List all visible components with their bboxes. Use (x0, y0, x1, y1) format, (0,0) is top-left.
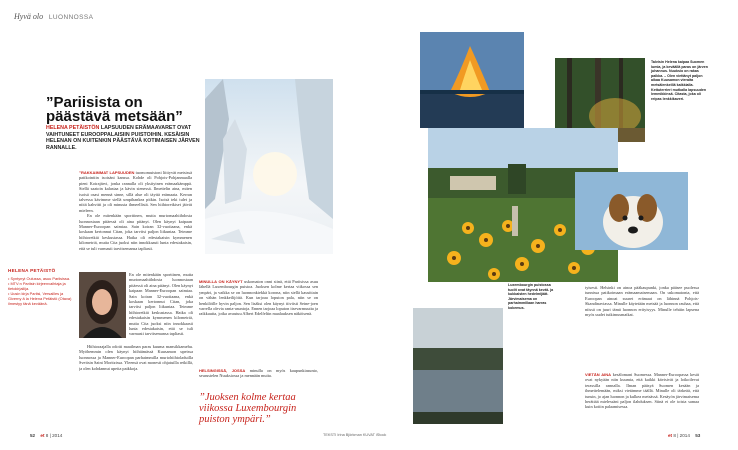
profile-facts (8, 276, 76, 306)
lead-text: LAPSUUDEN ERÄMAAVARET OVAT VAIHTUNEET EUROOPPALAISIIN PUISTOIHIN. KESÄISIN HELENAN ON KUITENKIN PÄÄSTÄVÄ KOTIMAISEN JÄRVEN RANNALLE. (46, 125, 200, 151)
credit: TEKSTI Irina Björkman KUVAT iStock (323, 433, 387, 437)
left-folio (30, 433, 62, 438)
col1-kicker: ”RAKKAIMMAT LAPSUUDEN (79, 170, 135, 175)
terrier-art (575, 172, 688, 250)
folio-issue: 8 | 2014 (673, 433, 690, 438)
right-column-bottom (585, 372, 699, 424)
profile-name: HELENA PETÄISTÖ (8, 268, 56, 273)
bonfire-art (420, 32, 524, 128)
col1-text2: En ole mitenkään sporttinen, mutta murtomaahiihdosta luonnostaan pitäessä oli aina pitänyt. Olen käynyt kaipaan Manner-Euroopan saimiaa. Sain koiran 32-vuotiaana, enkä koskaan kertonnut Citan, joka tarvitsi paljon liikuntaa. Teimme hiihtoretkiä keskustassa. Hatka oli edestakaisin kymmenen kilometriä, mutta Cita juoksi niin innokkaasti lunta edestakaisin, että se tuli varmasti tarvitsemansa tapliasti. (79, 213, 192, 251)
luxembourg-caption: Luxembourgin puistossa tuolit ovat täynnä kevät- ja kukkaisten hedelmijäät. Järvimaisema on parhaimmillaan harras kokemus. (508, 283, 554, 310)
col1-text: tuomomuistoni liittyvät metsissä patikointiin isoisäni kanssa. Kohde oli Pohjois-Pohjanmaalla pieni Koirajärvi, jonka rannalla oli yksityinen erämaakämppä. Siellä saatoin kalastaa ja kävin sienessä. Ilmettelin aina, miten isoisä osasi mennä sinne, sillä alue oli täyttä erämaata. Kerran talvessa kävimme siellä umpihankea pitkin. Isoisä teki tulet ja niitä kahvitti ja oli minusta ihmeellistä. Sen hiihtoretkiset jäivät mieleen. (79, 170, 192, 213)
right-folio (668, 433, 700, 438)
col2-text2: minulla on myös kaupunkiasunto, seurustelen Nuuksiossa ja mennään muita. (199, 368, 318, 379)
folio-issue: 8 | 2014 (45, 433, 63, 438)
col2-kicker1: MINULLA ON KÄYNYT (199, 279, 243, 284)
folio-mag: et (668, 433, 673, 438)
right-column-top (585, 285, 699, 365)
section-main: Hyvä olo (14, 12, 44, 21)
profile-fact: • Syntynyt Oulussa, asuu Pariisissa. (8, 276, 71, 281)
profile-fact: • MTV:n Pariisin kirjeenvaihtaja ja tietokirjailija. (8, 281, 66, 291)
lake-art (413, 308, 503, 424)
col1-text2-cont: En ole mitenkään sporttinen, mutta murtomaahiihdosta luonnostaan pitäessä oli aina pitänyt. Olen käynyt kaipaan Manner-Euroopan saimiaa. Sain koiran 32-vuotiaana, enkä koskaan kertonnut Citan, joka tarvitsi paljon liikuntaa. Teimme hiihtoretkiä keskustassa. Hatka oli edestakaisin kymmenen kilometriä, mutta Cita juoksi niin innokkaasti lunta edestakaisin, että se tuli varmasti tarvitsemansa tapliasti. (129, 272, 193, 337)
midsummer-bonfire-photo (420, 32, 524, 128)
column-1-wrap (129, 272, 193, 342)
pull-quote: ”Juoksen kolme kertaa viikossa Luxembourgin puiston ympäri.” (199, 392, 297, 425)
folio-number: 53 (695, 433, 701, 438)
column-1-bottom (79, 344, 193, 429)
lead-name: HELENA PETÄISTÖN (46, 125, 100, 131)
dog-caption: Talvisin Helena kaipaa Suomen lumia, ja keväällä paras on järven juhannus. Nuuksio on rakas paikka. – Olen viettänyt paljon aikaa Kuusamon vieraita metsälenkeillä kaikkialla. Kettuterrieri mutkalla lapsuuden lemmikkinsä. Citasta, joka oli reipas lenkkikaveri. (651, 60, 708, 101)
folio-mag: et (40, 433, 45, 438)
article-title: ”Pariisista on päästävä metsään” (46, 94, 183, 125)
col1-text3: Hiihtoraajalla odotti maailman paras kuuma mansikkamehu. Myöhemmin olen käynyt hiihtämässä Kuusamon upeissa luonnossa ja Manner-Euroopan parhaimmilla murtohiihtoladuilla Sveitsin Saint Moritzissa. Yleensä ovat monesti ohjatuilla retkillä, ja olen kohdannut upeita paikkoja. (79, 344, 193, 371)
profile-fact: • Uusin kirja Pariisi, Versailles ja Giverny ä la Helena Petäistö (Otava) ilmestyy tänä keväänä. (8, 291, 72, 306)
right-kicker: VIETÄN AINA (585, 372, 612, 377)
column-2-second (199, 368, 318, 390)
terrier-photo (575, 172, 688, 250)
section-header (14, 12, 93, 21)
lead-paragraph (46, 125, 204, 151)
column-1-top (79, 170, 192, 270)
right-page (323, 0, 738, 450)
col2-text1: uskomaton onni siinä, että Pariisissa asuu lähellä Luxembourgin puistoa. Juoksen kolme kertaa viikossa sen ympäri, ja vaikka se on luonnonkiekkä korona, niin siellä kausittain on vähän lenkkeilijöitä. Kun tarjoaa loputon pala, niin se on henkilöille hyvin paljon. Sen lisäksi olen käynyt tiiviisti Seine-joen varrella olevia ranta-asuntoja. Ennen tarjoaa loputon itsevarmuutta ja raikkautta, jotka avautuu Albert Edelfeltin maalauksen näköisenä. (199, 279, 318, 317)
col2-kicker2: HELSINGISSÄ, JOSSA (199, 368, 246, 373)
winter-photo-art (205, 79, 333, 254)
right-col-text: tyisesti. Helsinki on ainoa pääkaupunki, jonka pääsee puolessa tunnissa patikoimaan erämaamaisemaan. On uskomatonta, että Euroopan ainoat suuret erämaat on lähinnä Pohjois-Skandinaviassa. Minulle käytetään metsää ja luonnon rauhaa, että niissä on juuri tämä luonnon erityisyys. Minulle tehtiin lapsena myös uudet tutkimusmatkat. (585, 285, 699, 318)
section-sub: LUONNOSSA (48, 14, 94, 21)
folio-number: 52 (30, 433, 36, 438)
lake-photo (413, 308, 503, 424)
right-col-text2: kesälomani Suomessa. Manner-Euroopassa kesät ovat nykyään niin kuumia, että kaikki kävisivät ja loikoilevat terassilla rannalla. Ilman pääsyä Suomen kesään ja ihmettelemään, miksi vietämme täällä. Minulle oli tärkeää, että tunsin, jo ajan luonnon ja kulkea metsässä. Kesäyön järvimaisema herättää mielessäni paljon ilahduksen. Siinä ei ole toista samaa kuin kotiin palaamisessa. (585, 372, 699, 410)
portrait-art (79, 272, 126, 338)
portrait-photo (79, 272, 126, 338)
winter-forest-photo (205, 79, 333, 254)
profile-box (8, 268, 76, 306)
column-2-top (199, 279, 318, 354)
